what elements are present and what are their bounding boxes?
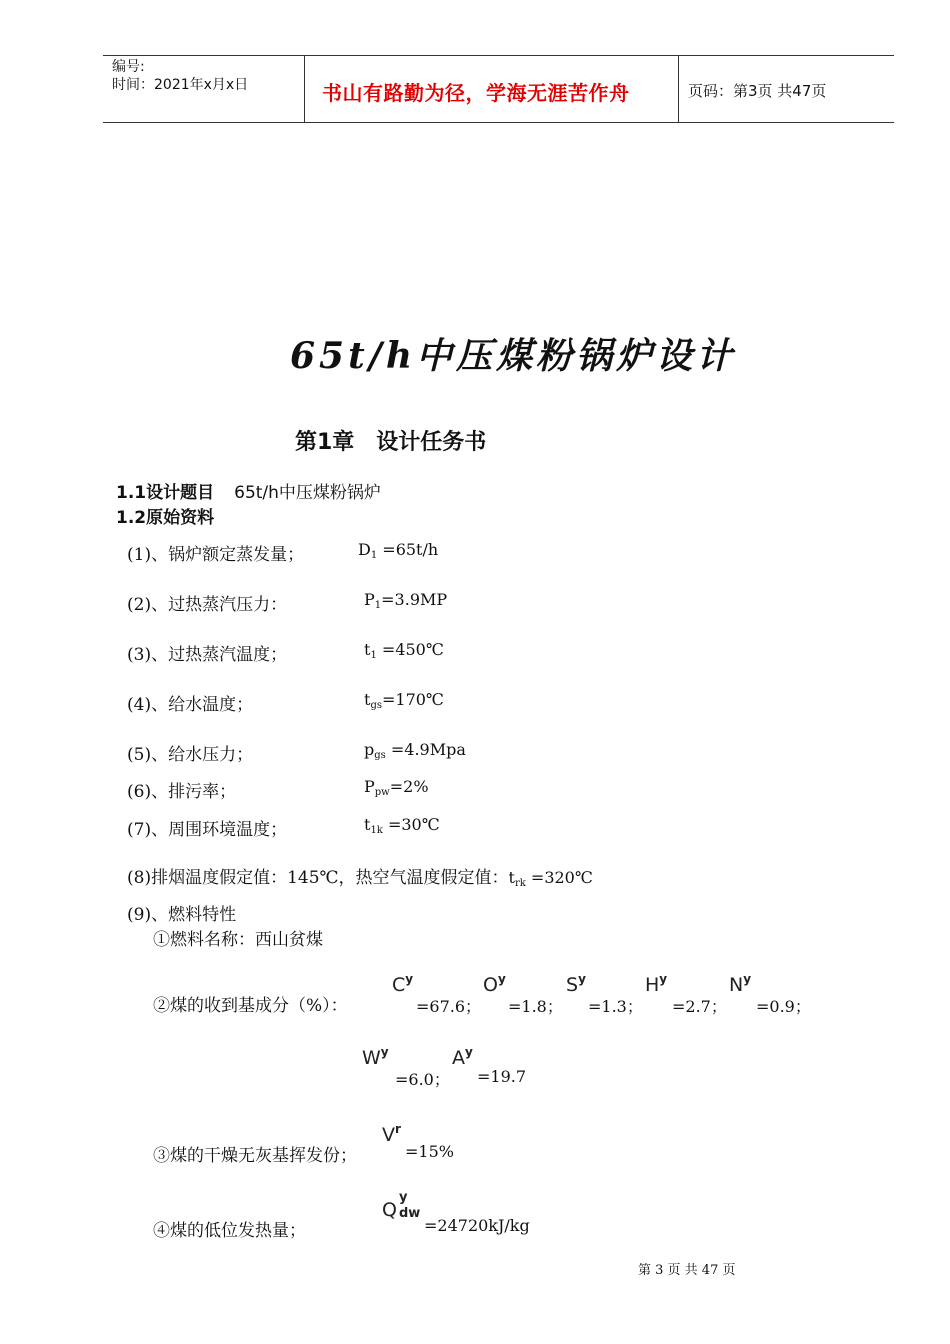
section-1-1-label: 1.1设计题目 [116,483,215,503]
param-value: $P_1=3.9MP$ [364,590,448,611]
page-footer: 第 3 页 共 47 页 [638,1263,736,1278]
composition-symbol: $W^y$ [362,1045,389,1069]
composition-value: =2.7； [672,997,727,1016]
header-divider [678,55,679,123]
composition-symbol: $S^y$ [566,972,586,996]
composition-symbol: $A^y$ [452,1045,473,1069]
header-top-rule [103,55,894,56]
composition-value: =67.6； [416,997,482,1016]
header-divider [304,55,305,123]
param-label: (4)、给水温度； [127,695,254,715]
composition-symbol: $N^y$ [729,972,752,996]
composition-symbol: $H^y$ [645,972,668,996]
param-value: $t_{1k}$ =30℃ [364,815,440,836]
param-label: (5)、给水压力； [127,745,254,765]
param-value: $P_{pw}=2\%$ [364,777,429,798]
header-bottom-rule [103,122,894,123]
composition-value: =19.7 [477,1067,527,1086]
document-title: 65t/h中压煤粉锅炉设计 [290,335,737,377]
volatile-value: =15% [405,1142,454,1161]
param-label: (1)、锅炉额定蒸发量； [127,545,305,565]
composition-symbol: $C^y$ [392,972,414,996]
param-value: $D_1 =65t/h$ [358,540,439,561]
fuel-name: ①燃料名称：西山贫煤 [153,930,323,950]
item-8-symbol: $t_{rk}$ =320℃ [508,868,593,889]
param-label: (6)、排污率； [127,782,237,802]
composition-label: ②煤的收到基成分（%）： [153,996,348,1016]
param-label: (7)、周围环境温度； [127,820,288,840]
param-label: (2)、过热蒸汽压力： [127,595,288,615]
composition-value: =0.9； [756,997,811,1016]
volatile-symbol: $V^r$ [382,1122,401,1146]
header-page-info: 页码：第3页 共47页 [688,82,827,100]
heat-value: =24720kJ/kg [424,1216,530,1235]
section-1-1 [116,478,381,503]
param-value: $p_{gs} =4.9Mpa$ [364,740,466,761]
header-number: 编号: [112,59,145,75]
section-1-1-text: 65t/h中压煤粉锅炉 [234,483,381,503]
param-value: $t_{gs}=170℃$ [364,690,444,711]
composition-value: =1.3； [588,997,643,1016]
item-9-label: (9)、燃料特性 [127,905,237,925]
composition-symbol: $O^y$ [483,972,506,996]
section-1-2: 1.2原始资料 [116,508,215,528]
header-time: 时间：2021年x月x日 [112,77,249,93]
param-label: (3)、过热蒸汽温度； [127,645,288,665]
item-8: (8)排烟温度假定值：145℃，热空气温度假定值：$t_{rk}$ =320℃ [127,868,593,889]
heat-symbol: Q y dw [382,1190,421,1221]
composition-value: =1.8； [508,997,563,1016]
volatile-label: ③煤的干燥无灰基挥发份； [153,1146,357,1166]
composition-value: =6.0； [395,1070,450,1089]
param-value: $t_1$ =450℃ [364,640,444,661]
heat-label: ④煤的低位发热量； [153,1221,306,1241]
chapter-heading: 第1章 设计任务书 [295,430,487,455]
header-motto: 书山有路勤为径，学海无涯苦作舟 [322,81,630,105]
